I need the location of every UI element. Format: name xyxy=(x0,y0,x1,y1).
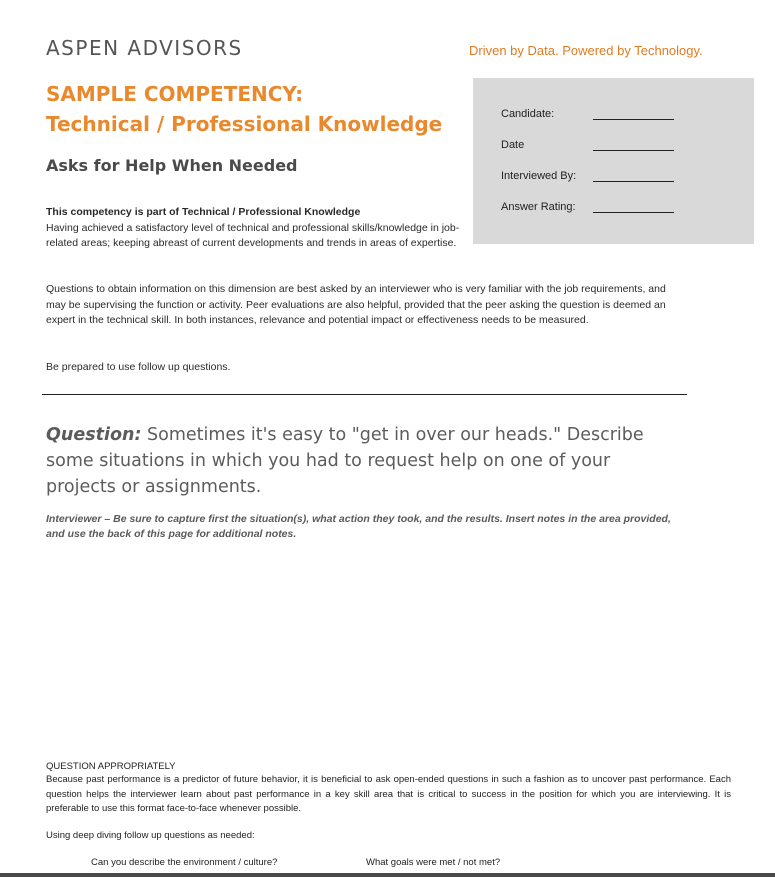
interviewed-by-label: Interviewed By: xyxy=(501,170,577,182)
competency-subtitle: Asks for Help When Needed xyxy=(46,156,298,175)
date-label: Date xyxy=(501,139,525,151)
intro-lead: This competency is part of Technical / Professional Knowledge xyxy=(46,206,361,218)
competency-title-line2: Technical / Professional Knowledge xyxy=(46,112,443,136)
section-divider xyxy=(42,394,687,395)
interviewed-by-field-line[interactable] xyxy=(593,181,674,182)
competency-title-line1: SAMPLE COMPETENCY: xyxy=(46,82,304,106)
followup-question-1: Can you describe the environment / culture? xyxy=(91,857,278,868)
intro-text: Having achieved a satisfactory level of technical and professional skills/knowledge in job-related areas; keeping abreast of current developments and trends in areas of expertise. xyxy=(46,221,460,249)
candidate-info-box xyxy=(473,78,754,244)
interview-question xyxy=(46,422,676,500)
window-bottom-edge xyxy=(0,873,775,877)
date-field-line[interactable] xyxy=(593,150,674,151)
candidate-label: Candidate: xyxy=(501,108,555,120)
answer-rating-field-line[interactable] xyxy=(593,212,674,213)
answer-rating-label: Answer Rating: xyxy=(501,201,576,213)
deep-diving-instruction: Using deep diving follow up questions as needed: xyxy=(46,830,255,841)
question-text: Sometimes it's easy to "get in over our heads." Describe some situations in which you had to request help on one of your projects or assignments. xyxy=(46,425,644,497)
tagline: Driven by Data. Powered by Technology. xyxy=(469,43,703,58)
competency-intro xyxy=(46,205,466,252)
question-appropriately-text: Because past performance is a predictor of future behavior, it is beneficial to ask open-ended questions in such a fashion as to uncover past performance. Each question helps the interviewer learn about past performance in a key skill area that is critical to success in the position for which you are interviewing. It is preferable to use this format face-to-face whenever possible. xyxy=(46,774,731,814)
followup-question-2: What goals were met / not met? xyxy=(366,857,501,868)
question-label: Question: xyxy=(46,425,142,445)
interviewer-guidance-paragraph: Questions to obtain information on this dimension are best asked by an interviewer who is very familiar with the job requirements, and may be supervising the function or activity. Peer evaluations are also helpful, provided that the peer asking the question is deemed an expert in the technical skill. In both instances, relevance and potential impact or effectiveness needs to be measured. xyxy=(46,283,666,326)
aspen-advisors-logo: ASPEN ADVISORS xyxy=(46,36,243,60)
follow-up-reminder: Be prepared to use follow up questions. xyxy=(46,361,231,373)
interviewer-note: Interviewer – Be sure to capture first the situation(s), what action they took, and the results. Insert notes in the area provided, and use the back of this page for additional notes. xyxy=(46,513,671,540)
candidate-field-line[interactable] xyxy=(593,119,674,120)
question-appropriately-heading: QUESTION APPROPRIATELY xyxy=(46,761,176,772)
